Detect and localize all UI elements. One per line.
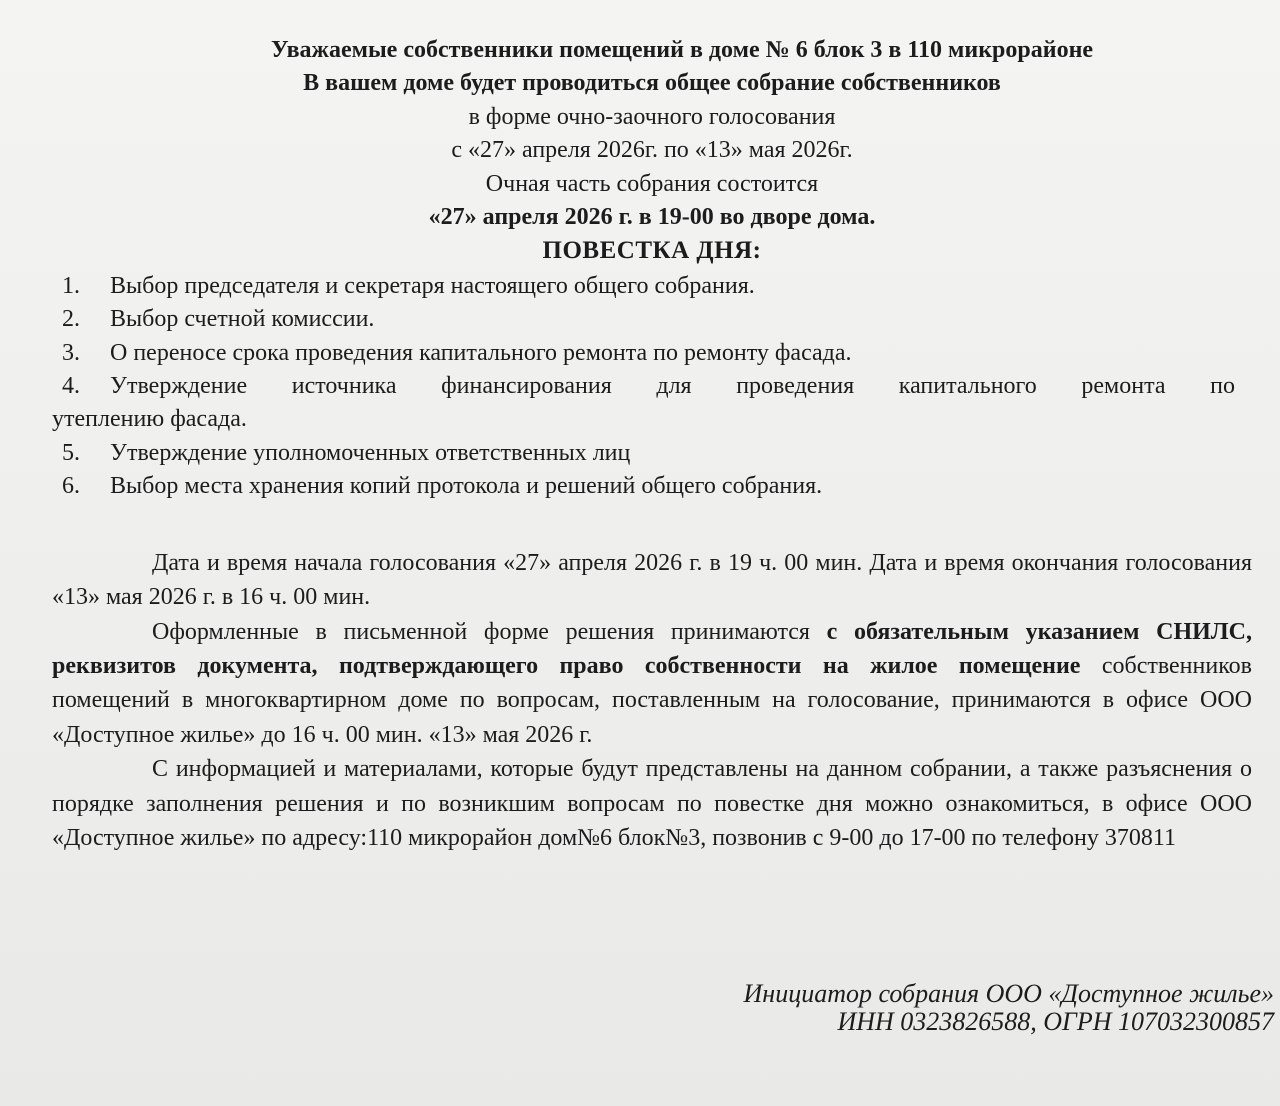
agenda-item-number: 1.: [62, 272, 80, 299]
voting-form-line: в форме очно-заочного голосования: [468, 103, 836, 130]
agenda-item-number: 6.: [62, 473, 80, 500]
information-paragraph: С информацией и материалами, которые будут представлены на данном собрании, а также разъяснения о порядке заполнения решения и по возникшим вопросам по повестке дня можно ознакомиться, в офисе ООО «Доступное жилье» по адресу:110 микрорайон дом№6 блок№3, позвонив с 9-00 до 17-00 по телефону 370811: [52, 756, 1252, 851]
notice-title-line1: Уважаемые собственники помещений в доме № 6 блок 3 в 110 микрорайоне: [270, 37, 1094, 63]
agenda-list: [52, 270, 1252, 504]
agenda-item-text: О переносе срока проведения капитального ремонта по ремонту фасада.: [110, 339, 852, 366]
agenda-item: [52, 437, 1252, 470]
agenda-item-number: 5.: [62, 439, 80, 466]
in-person-date-line: «27» апреля 2026 г. в 19-00 во дворе дома.: [428, 204, 876, 231]
registration-numbers-line: ИНН 0323826588, ОГРН 107032300857: [837, 1007, 1274, 1036]
notice-title-line2: В вашем доме будет проводиться общее собрание собственников: [303, 70, 1001, 97]
agenda-item-text: Утверждение уполномоченных ответственных лиц: [110, 439, 631, 466]
in-person-part-line: Очная часть собрания состоится: [485, 170, 819, 197]
decision-text-bold: с обязательным указанием СНИЛС, реквизитов документа, подтверждающего право собственности на жилое помещение: [52, 618, 1252, 679]
agenda-item-text: Утверждение источника финансирования для проведения капитального ремонта по: [110, 373, 1235, 400]
decision-requirements-paragraph: [52, 615, 1252, 753]
agenda-item-number: 4.: [62, 373, 80, 400]
agenda-item: [52, 270, 1252, 303]
agenda-item-number: 2.: [62, 306, 80, 333]
agenda-item-number: 3.: [62, 339, 80, 366]
decision-text-end: собственников помещений в многоквартирном доме по вопросам, поставленным на голосование, принимаются в офисе ООО «Доступное жилье» до 16 ч. 00 мин. «13» мая 2026 г.: [52, 652, 1252, 748]
agenda-item-text: Выбор председателя и секретаря настоящего общего собрания.: [110, 272, 755, 299]
signature-block: [744, 980, 1274, 1036]
initiator-line: Инициатор собрания ООО «Доступное жилье»: [743, 979, 1274, 1008]
agenda-item: [52, 303, 1252, 336]
agenda-title: ПОВЕСТКА ДНЯ:: [542, 237, 762, 265]
agenda-item: [52, 370, 1252, 437]
agenda-item-text-continued: утеплению фасада.: [52, 406, 247, 433]
agenda-item: [52, 337, 1252, 370]
decision-text-start: Оформленные в письменной форме решения принимаются: [152, 618, 827, 645]
agenda-item-text: Выбор места хранения копий протокола и решений общего собрания.: [110, 473, 823, 500]
notice-header: [52, 34, 1252, 268]
voting-period-line: с «27» апреля 2026г. по «13» мая 2026г.: [451, 137, 853, 164]
agenda-item-text: Выбор счетной комиссии.: [110, 306, 375, 333]
agenda-item: [52, 470, 1252, 503]
voting-dates-paragraph: Дата и время начала голосования «27» апреля 2026 г. в 19 ч. 00 мин. Дата и время окончания голосования «13» мая 2026 г. в 16 ч. 00 мин.: [52, 549, 1252, 611]
